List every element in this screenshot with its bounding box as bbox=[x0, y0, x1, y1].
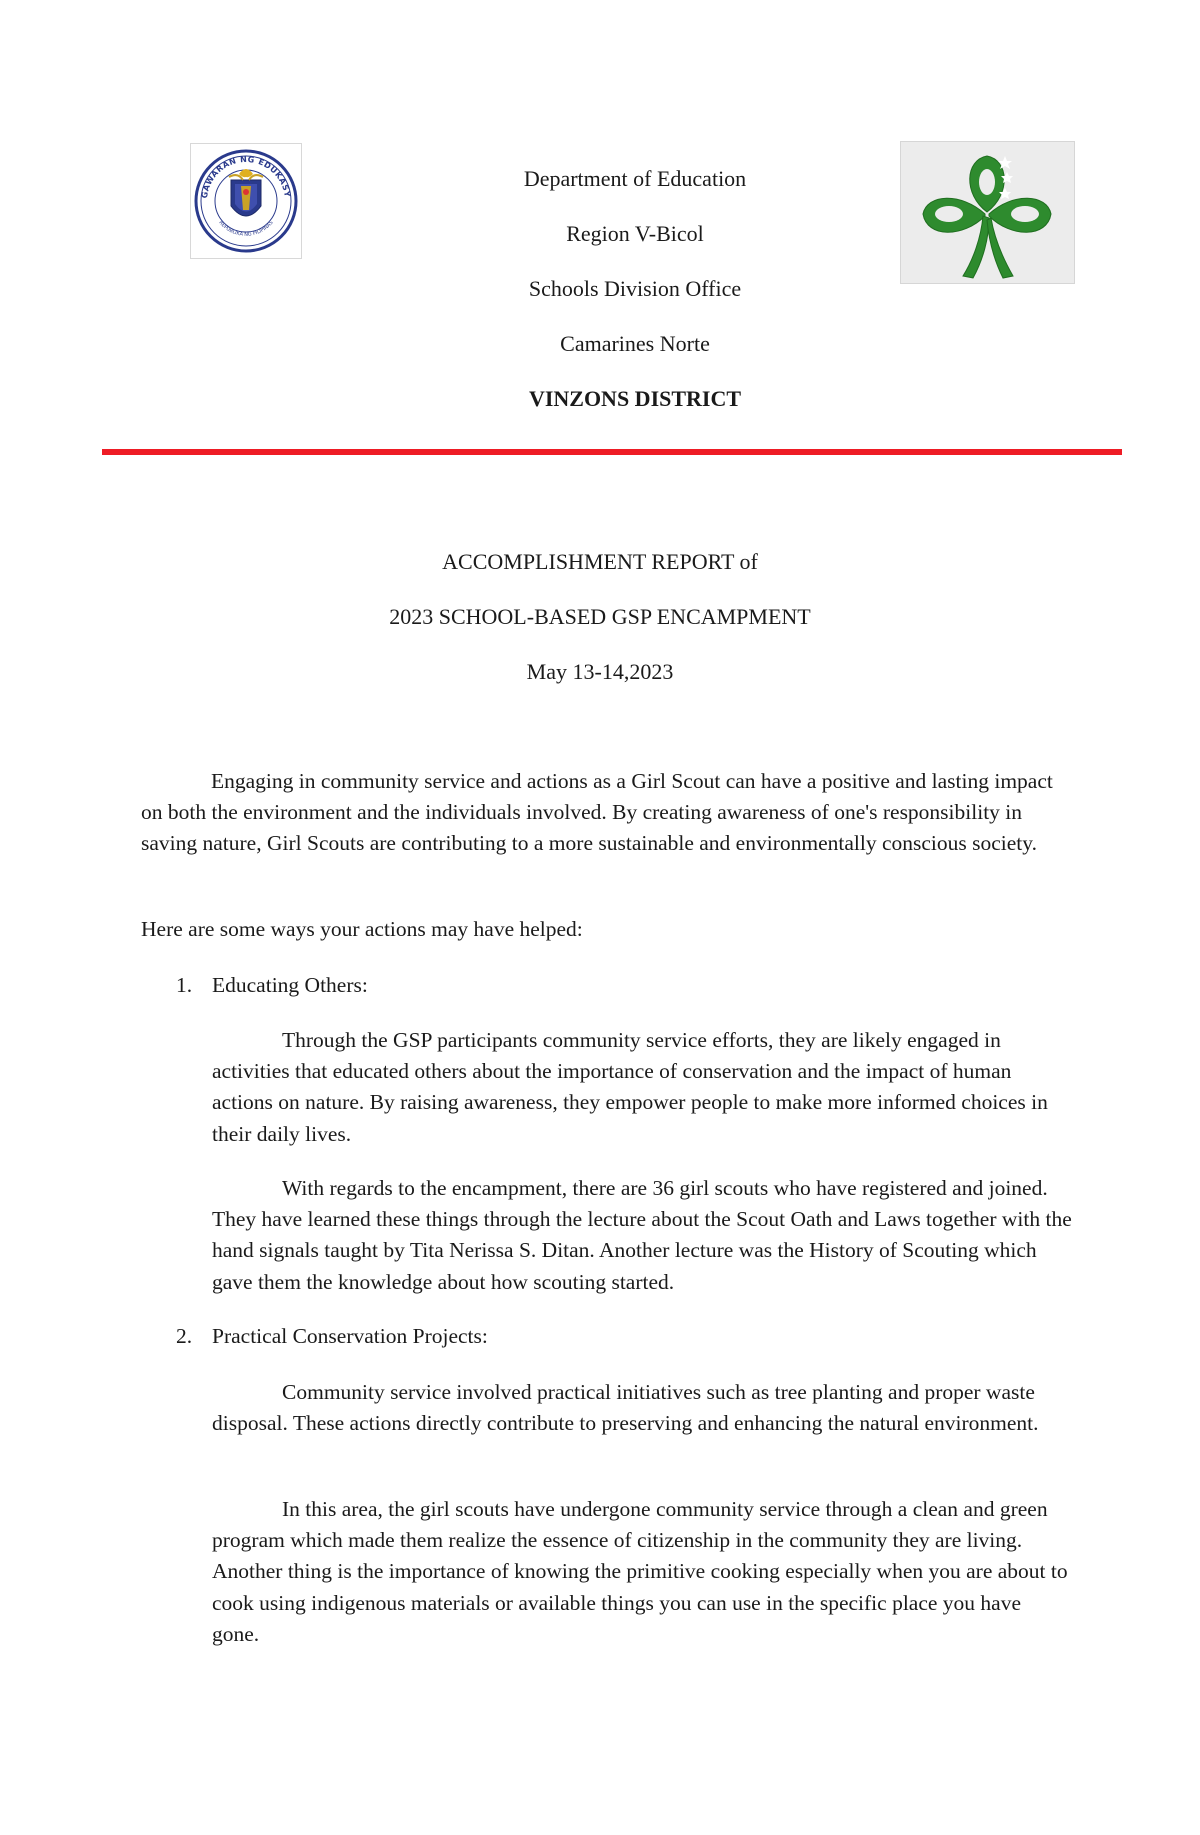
list-item-paragraph bbox=[212, 1173, 1072, 1298]
svg-text:KAGAWARAN NG EDUKASYON: GAWARAN NG EDUKASY bbox=[199, 154, 292, 199]
header-line-division: Schools Division Office bbox=[528, 276, 742, 301]
lead-in-section bbox=[141, 914, 1061, 945]
agency-header bbox=[400, 160, 870, 435]
list-item-heading bbox=[176, 1321, 488, 1352]
lead-in-sentence: Here are some ways your actions may have helped: bbox=[141, 917, 583, 941]
svg-text:REPUBLIKA NG PILIPINAS: REPUBLIKA NG PILIPINAS bbox=[217, 219, 275, 238]
paragraph-text: In this area, the girl scouts have undergone community service through a clean and green program which made them realize the essence of citizenship in the community they are living. Another thing is the importance of knowing the primitive cooking especially when you are about to cook using indigenous materials or available things you can use in the specific place you have gone. bbox=[212, 1497, 1068, 1646]
list-item-label: Practical Conservation Projects: bbox=[212, 1324, 488, 1348]
report-date: May 13-14,2023 bbox=[526, 659, 674, 684]
list-item-heading bbox=[176, 970, 368, 1001]
report-title-block bbox=[300, 544, 900, 709]
gsp-trefoil-logo bbox=[900, 141, 1075, 284]
gsp-trefoil-icon bbox=[901, 142, 1074, 283]
list-item-paragraph bbox=[212, 1025, 1072, 1150]
list-item-label: Educating Others: bbox=[212, 973, 368, 997]
header-line-district: VINZONS DISTRICT bbox=[528, 386, 742, 411]
header-line-department: Department of Education bbox=[523, 166, 747, 191]
header-line-region: Region V-Bicol bbox=[566, 221, 704, 246]
deped-seal-icon bbox=[191, 144, 301, 258]
paragraph-text: With regards to the encampment, there are 36 girl scouts who have registered and joined. They have learned these things through the lecture about the Scout Oath and Laws together with the hand signals taught by Tita Nerissa S. Ditan. Another lecture was the History of Scouting which gave them the knowledge about how scouting started. bbox=[212, 1176, 1072, 1294]
paragraph-text: Community service involved practical initiatives such as tree planting and proper waste disposal. These actions directly contribute to preserving and enhancing the natural environment. bbox=[212, 1380, 1039, 1436]
intro-section bbox=[141, 766, 1061, 860]
report-title-line-2: 2023 SCHOOL-BASED GSP ENCAMPMENT bbox=[389, 604, 811, 629]
paragraph-text: Through the GSP participants community service efforts, they are likely engaged in activities that educated others about the importance of conservation and the impact of human actions on nature. By raising awareness, they empower people to make more informed choices in their daily lives. bbox=[212, 1028, 1048, 1146]
list-item-number: 2. bbox=[176, 1324, 193, 1348]
intro-paragraph: Engaging in community service and actions as a Girl Scout can have a positive and lasting impact on both the environment and the individuals involved. By creating awareness of one's responsibility in saving nature, Girl Scouts are contributing to a more sustainable and environmentally conscious society. bbox=[141, 769, 1053, 856]
deped-seal-logo bbox=[190, 143, 302, 259]
header-line-province: Camarines Norte bbox=[560, 331, 710, 356]
header-divider-rule bbox=[102, 449, 1122, 455]
list-item-paragraph bbox=[212, 1494, 1072, 1650]
report-title-line-1: ACCOMPLISHMENT REPORT of bbox=[442, 549, 758, 574]
list-item-number: 1. bbox=[176, 973, 193, 997]
list-item-paragraph bbox=[212, 1377, 1072, 1439]
